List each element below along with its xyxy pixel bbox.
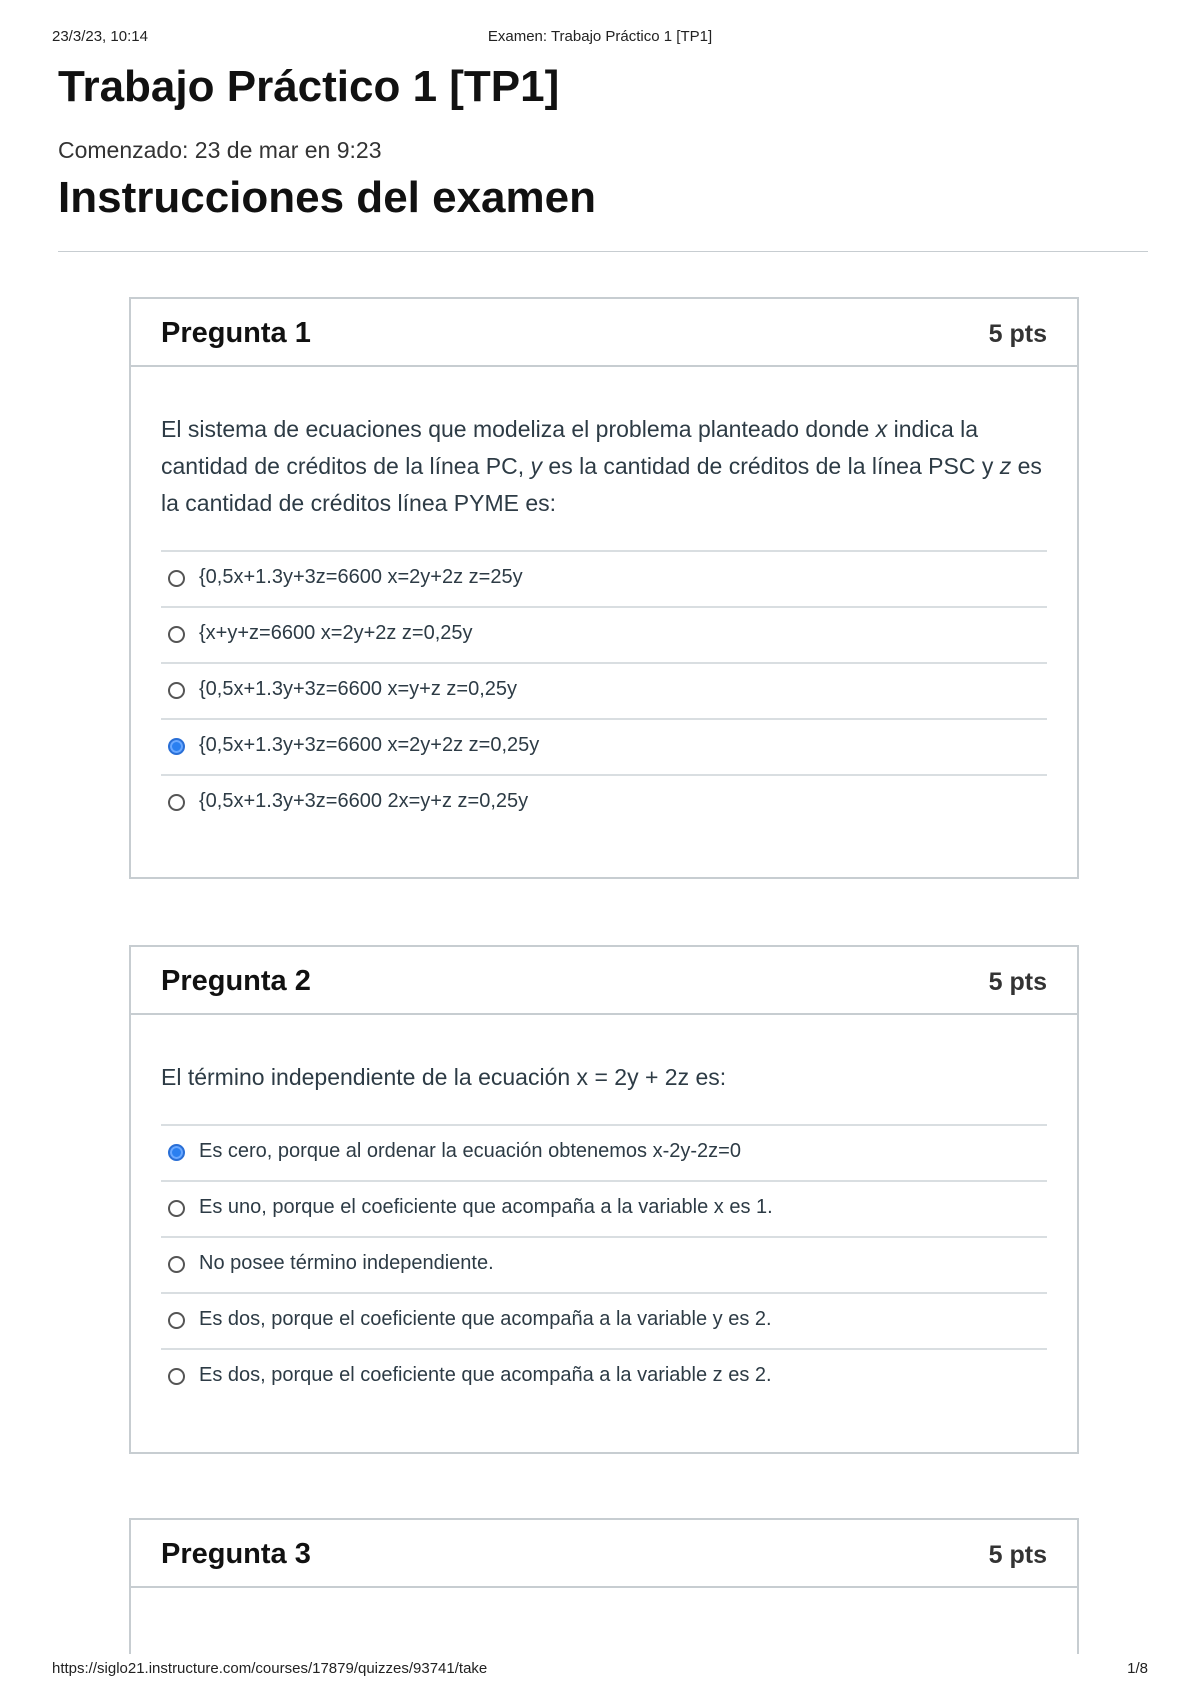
question-points: 5 pts xyxy=(988,968,1047,996)
instructions-title: Instrucciones del examen xyxy=(58,173,596,222)
question-text: El sistema de ecuaciones que modeliza el problema planteado donde x indica la cantidad de créditos de la línea PC, y es la cantidad de créditos de la línea PSC y z es la cantidad de créditos línea PYME es: xyxy=(161,416,1042,516)
radio-button[interactable] xyxy=(168,1200,185,1217)
answer-label[interactable]: {0,5x+1.3y+3z=6600 2x=y+z z=0,25y xyxy=(199,790,529,812)
answer-label[interactable]: {0,5x+1.3y+3z=6600 x=2y+2z z=0,25y xyxy=(199,734,540,756)
radio-button[interactable] xyxy=(168,1312,185,1329)
answer-option[interactable] xyxy=(161,1350,1047,1406)
answer-label[interactable]: {x+y+z=6600 x=2y+2z z=0,25y xyxy=(199,622,473,644)
question-text: El término independiente de la ecuación x = 2y + 2z es: xyxy=(161,1064,727,1090)
radio-button[interactable] xyxy=(168,1368,185,1385)
question-title: Pregunta 1 xyxy=(161,317,311,349)
radio-button-selected[interactable] xyxy=(168,1144,185,1161)
question-1 xyxy=(129,297,1079,879)
section-divider xyxy=(58,251,1148,252)
question-header xyxy=(131,1520,1077,1588)
answer-label[interactable]: Es uno, porque el coeficiente que acompaña a la variable x es 1. xyxy=(199,1196,773,1218)
answer-option[interactable] xyxy=(161,776,1047,832)
answer-option[interactable] xyxy=(161,1182,1047,1238)
radio-button[interactable] xyxy=(168,682,185,699)
question-body xyxy=(131,1015,1077,1446)
question-header xyxy=(131,947,1077,1015)
question-header xyxy=(131,299,1077,367)
radio-button[interactable] xyxy=(168,794,185,811)
answer-option[interactable] xyxy=(161,608,1047,664)
answer-option-selected[interactable] xyxy=(161,720,1047,776)
question-3 xyxy=(129,1518,1079,1654)
answer-option[interactable] xyxy=(161,1238,1047,1294)
question-points: 5 pts xyxy=(988,320,1047,348)
print-header xyxy=(52,28,1148,48)
quiz-title: Trabajo Práctico 1 [TP1] xyxy=(58,62,560,111)
answer-label[interactable]: Es cero, porque al ordenar la ecuación obtenemos x-2y-2z=0 xyxy=(199,1140,741,1162)
answer-option[interactable] xyxy=(161,1294,1047,1350)
print-document-title: Examen: Trabajo Práctico 1 [TP1] xyxy=(487,28,713,45)
quiz-started-text: Comenzado: 23 de mar en 9:23 xyxy=(58,137,382,163)
radio-button-selected[interactable] xyxy=(168,738,185,755)
page-number: 1/8 xyxy=(1127,1660,1148,1677)
radio-button[interactable] xyxy=(168,1256,185,1273)
print-footer xyxy=(52,1660,1148,1680)
question-2 xyxy=(129,945,1079,1454)
answer-option[interactable] xyxy=(161,552,1047,608)
radio-button[interactable] xyxy=(168,626,185,643)
answer-label[interactable]: Es dos, porque el coeficiente que acompaña a la variable y es 2. xyxy=(199,1308,772,1330)
print-url: https://siglo21.instructure.com/courses/17879/quizzes/93741/take xyxy=(52,1660,488,1677)
question-title: Pregunta 3 xyxy=(161,1538,311,1570)
print-date: 23/3/23, 10:14 xyxy=(52,28,148,45)
answer-label[interactable]: {0,5x+1.3y+3z=6600 x=y+z z=0,25y xyxy=(199,678,518,700)
radio-button[interactable] xyxy=(168,570,185,587)
answer-list xyxy=(161,1124,1047,1406)
answer-list xyxy=(161,550,1047,832)
question-points: 5 pts xyxy=(988,1541,1047,1569)
question-title: Pregunta 2 xyxy=(161,965,311,997)
answer-label[interactable]: No posee término independiente. xyxy=(199,1252,494,1274)
answer-option[interactable] xyxy=(161,664,1047,720)
answer-label[interactable]: Es dos, porque el coeficiente que acompaña a la variable z es 2. xyxy=(199,1364,772,1386)
answer-option-selected[interactable] xyxy=(161,1126,1047,1182)
answer-label[interactable]: {0,5x+1.3y+3z=6600 x=2y+2z z=25y xyxy=(199,566,523,588)
question-body xyxy=(131,367,1077,872)
